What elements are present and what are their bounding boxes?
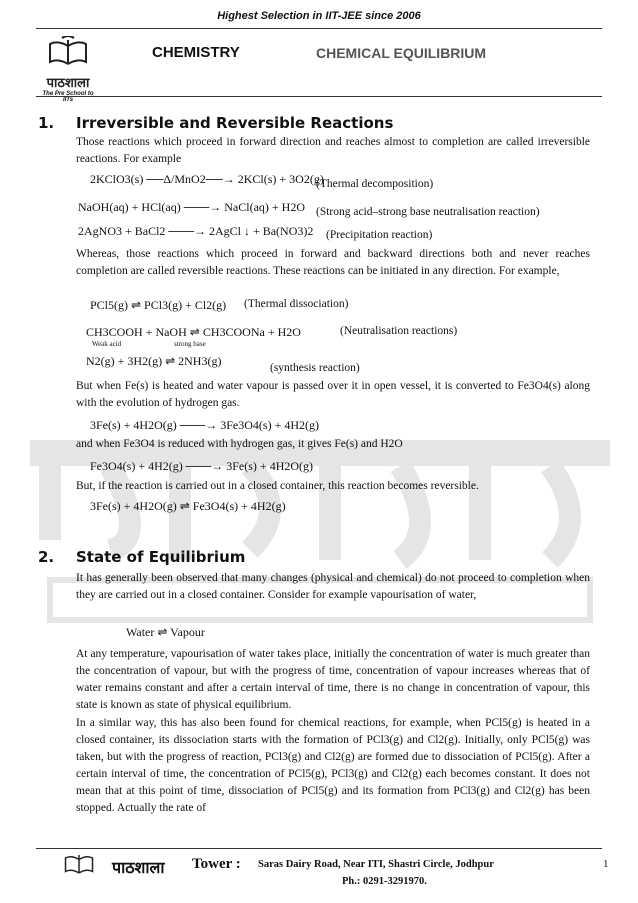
section-2-heading [38,548,245,566]
equation-5-label-weak-acid: Weak acid [92,340,122,348]
equation-3: 2AgNO3 + BaCl2 ───→ 2AgCl ↓ + Ba(NO3)2 [78,224,314,238]
book-logo-icon [48,36,88,68]
section-2-number: 2. [38,548,55,566]
equation-3-note: (Precipitation reaction) [326,229,433,241]
equation-4: PCl5(g) ⇌ PCl3(g) + Cl2(g) [90,298,227,312]
footer-phone: Ph.: 0291-3291970. [342,876,427,887]
equation-6-note: (synthesis reaction) [270,362,360,374]
section-2-para-3: In a similar way, this has also been found for chemical reactions, for example, when PCl5(g) is heated in a closed container, its dissociation starts with the formation of PCl3(g) and Cl2(g). Initially, only PCl5(g) was taken, but with the progress of reaction, PCl3(g) and Cl2(g) are formed due to dissociation of PCl5(g). After a certain interval of time, the concentration of PCl5(g), PCl3(g) and Cl2(g) each becomes constant. It does not mean that at this point of time, dissociation of PCl5(g) and its formation from PCl3(g) and Cl2(g) has been stopped. Actually the rate of [76,717,590,814]
header-tagline: Highest Selection in IIT-JEE since 2006 [217,10,421,22]
equation-7: 3Fe(s) + 4H2O(g) ───→ 3Fe3O4(s) + 4H2(g) [90,418,320,432]
section-1-number: 1. [38,114,55,132]
equation-4-note: (Thermal dissociation) [244,298,349,310]
equation-1-note: (Thermal decomposition) [316,178,434,190]
equation-5: CH3COOH + NaOH ⇌ CH3COONa + H2O [86,325,301,339]
chapter-title: CHEMICAL EQUILIBRIUM [316,45,487,61]
logo [38,36,98,103]
section-1-para-5: But, if the reaction is carried out in a closed container, this reaction becomes reversible. [76,480,479,492]
section-1-title: Irreversible and Reversible Reactions [76,114,394,132]
footer-tower: Tower : [192,856,241,872]
footer-brand: पाठशाला [112,858,165,877]
section-2-para-1: It has generally been observed that many changes (physical and chemical) do not proceed to completion when they are carried out in a closed container. Consider for example vapourisation of water, [76,572,590,601]
subject-title: CHEMISTRY [152,44,240,61]
equation-5-label-strong-base: strong base [174,340,206,348]
equation-8: Fe3O4(s) + 4H2(g) ───→ 3Fe(s) + 4H2O(g) [90,459,314,473]
section-1-para-1: Those reactions which proceed in forward direction and reaches almost to completion are called irreversible reactions. For example [76,136,590,165]
logo-text: पाठशाला [46,76,90,91]
footer-rule [36,848,602,849]
header-rule-bottom [36,96,602,97]
equation-1: 2KClO3(s) ──Δ/MnO2──→ 2KCl(s) + 3O2(g) [90,172,324,186]
equation-water-vapour: Water ⇌ Vapour [126,625,205,639]
logo-subtitle: The Pre School to IITs [42,91,94,103]
section-1-para-4: and when Fe3O4 is reduced with hydrogen gas, it gives Fe(s) and H2O [76,438,403,450]
footer-address: Saras Dairy Road, Near ITI, Shastri Circle, Jodhpur [258,859,494,870]
page-number: 1 [603,858,609,870]
section-1-para-2: Whereas, those reactions which proceed in forward and backward directions both and never reaches completion are called reversible reactions. These reactions can be initiated in any direction. For example, [76,248,590,277]
section-2-para-2: At any temperature, vapourisation of water takes place, initially the concentration of water is much greater than the concentration of vapour, but with the progress of time, concentration of vapour increases whereas that of water remains constant and after a certain interval of time, there is no change in concentration of vapour, this state is known as state of physical equilibrium. [76,648,590,711]
book-logo-icon [64,852,94,876]
equation-2: NaOH(aq) + HCl(aq) ───→ NaCl(aq) + H2O [78,200,305,214]
watermark-image [10,420,630,640]
header-rule-top [36,28,602,29]
equation-5-note: (Neutralisation reactions) [340,325,458,337]
equation-6: N2(g) + 3H2(g) ⇌ 2NH3(g) [86,354,222,368]
section-1-para-3: But when Fe(s) is heated and water vapour is passed over it in open vessel, it is converted to Fe3O4(s) along with the evolution of hydrogen gas. [76,380,590,409]
section-2-title: State of Equilibrium [76,548,246,566]
section-1-heading [38,114,393,132]
footer-logo [64,852,94,881]
equation-2-note: (Strong acid–strong base neutralisation reaction) [316,206,540,218]
equation-9: 3Fe(s) + 4H2O(g) ⇌ Fe3O4(s) + 4H2(g) [90,499,286,513]
